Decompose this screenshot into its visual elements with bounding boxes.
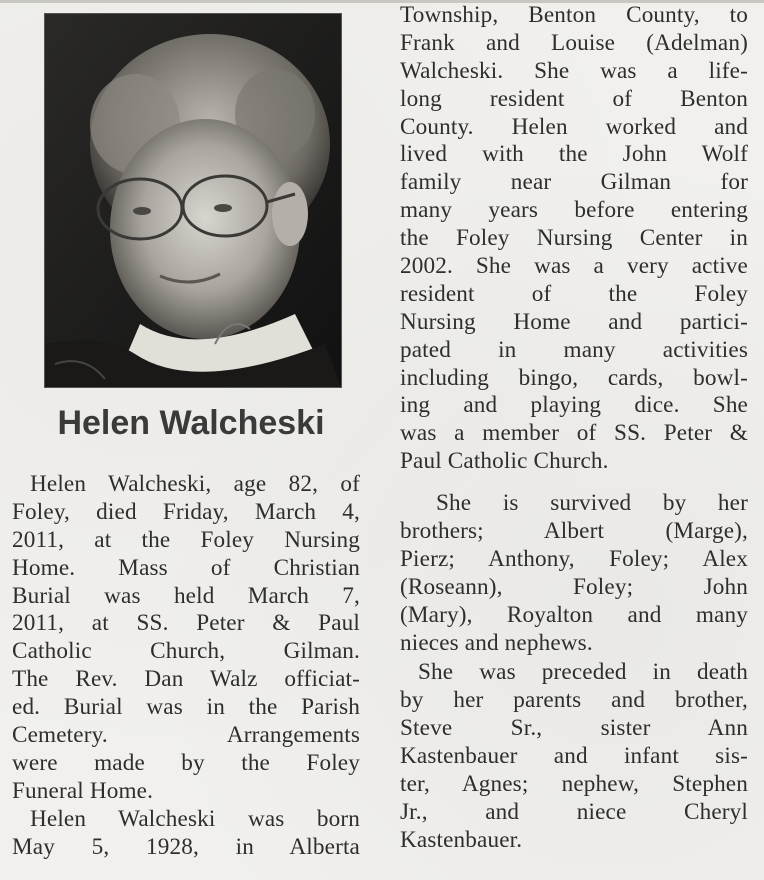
- text-line: the Foley Nursing Center in: [400, 225, 748, 252]
- text-line: (Mary), Royalton and many: [400, 601, 748, 628]
- text-line: brothers; Albert (Marge),: [400, 518, 748, 545]
- text-line: family near Gilman for: [400, 169, 748, 196]
- text-line: ing and playing dice. She: [400, 392, 748, 419]
- text-line: Nursing Home and partici-: [400, 308, 748, 335]
- text-line: ed. Burial was in the Parish: [12, 694, 360, 721]
- text-line: Foley, died Friday, March 4,: [12, 498, 360, 525]
- text-line: were made by the Foley: [12, 749, 360, 776]
- portrait-photo-icon: [45, 14, 341, 387]
- text-line: including bingo, cards, bowl-: [400, 364, 748, 391]
- text-line: 2011, at the Foley Nursing: [12, 526, 360, 553]
- text-line: was a member of SS. Peter &: [400, 420, 748, 447]
- text-line: Township, Benton County, to: [400, 2, 748, 28]
- text-line: Kastenbauer and infant sis-: [400, 743, 748, 770]
- text-line: Funeral Home.: [12, 777, 154, 804]
- text-line: She is survived by her: [436, 490, 748, 517]
- text-line: Jr., and niece Cheryl: [400, 798, 748, 825]
- text-line: Walcheski. She was a life-: [400, 57, 748, 84]
- text-line: pated in many activities: [400, 336, 748, 363]
- text-line: She was preceded in death: [418, 659, 748, 686]
- text-line: Catholic Church, Gilman.: [12, 638, 360, 665]
- text-line: Kastenbauer.: [400, 826, 523, 853]
- paragraph-gap: [400, 476, 748, 490]
- text-line: by her parents and brother,: [400, 687, 748, 714]
- text-line: lived with the John Wolf: [400, 141, 748, 168]
- text-line: Pierz; Anthony, Foley; Alex: [400, 545, 748, 572]
- text-line: Burial was held March 7,: [12, 582, 360, 609]
- text-line: many years before entering: [400, 197, 748, 224]
- left-column-text: [12, 471, 360, 861]
- text-line: resident of the Foley: [400, 280, 748, 307]
- obituary-name-heading: Helen Walcheski: [57, 404, 325, 442]
- text-line: Cemetery. Arrangements: [12, 722, 360, 749]
- text-line: Frank and Louise (Adelman): [400, 29, 748, 56]
- text-line: ter, Agnes; nephew, Stephen: [400, 771, 748, 798]
- text-line: (Roseann), Foley; John: [400, 573, 748, 600]
- text-line: long resident of Benton: [400, 85, 748, 112]
- text-line: 2011, at SS. Peter & Paul: [12, 610, 360, 637]
- text-line: nieces and nephews.: [400, 629, 593, 656]
- portrait-photo: [44, 13, 342, 388]
- text-line: Paul Catholic Church.: [400, 448, 609, 475]
- text-line: The Rev. Dan Walz officiat-: [12, 666, 360, 693]
- text-line: Helen Walcheski was born: [30, 805, 360, 832]
- text-line: Home. Mass of Christian: [12, 554, 360, 581]
- text-line: 2002. She was a very active: [400, 253, 748, 280]
- text-line: Steve Sr., sister Ann: [400, 715, 748, 742]
- text-line: Helen Walcheski, age 82, of: [30, 471, 360, 497]
- right-column-text: [400, 2, 748, 855]
- text-line: County. Helen worked and: [400, 113, 748, 140]
- text-line: May 5, 1928, in Alberta: [12, 833, 360, 860]
